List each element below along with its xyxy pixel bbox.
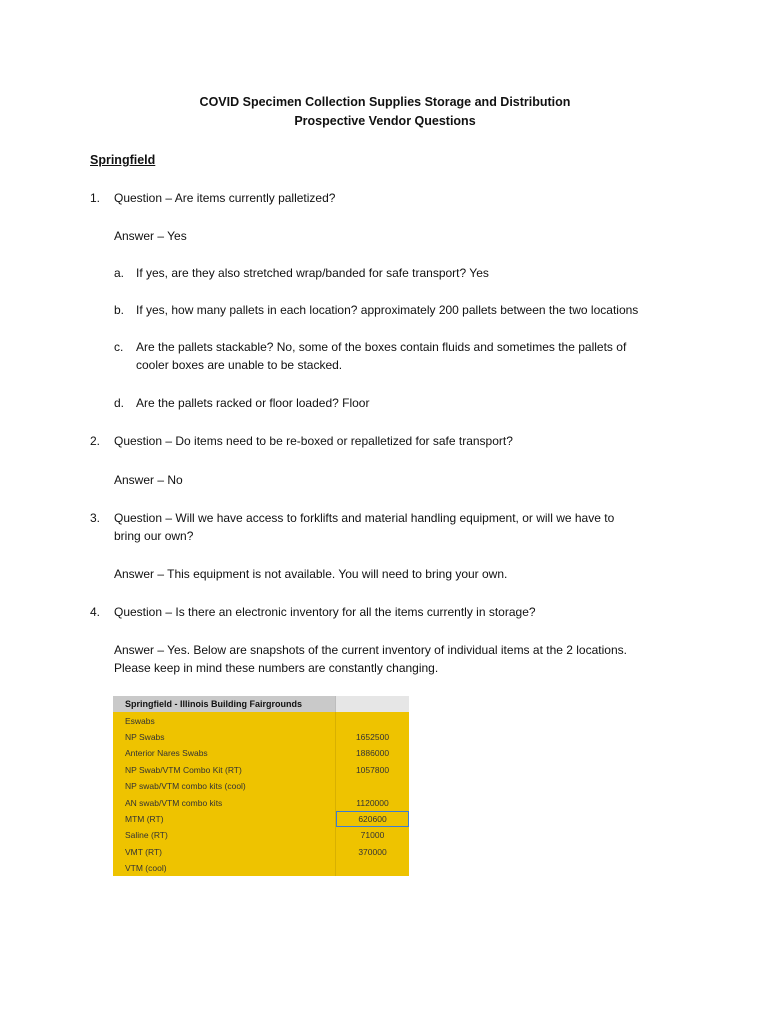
item-name: Saline (RT) bbox=[113, 827, 336, 843]
table-row bbox=[113, 745, 409, 761]
item-name: VMT (RT) bbox=[113, 844, 336, 860]
question-text: Question – Are items currently palletized? bbox=[114, 191, 336, 205]
table-row bbox=[113, 860, 409, 876]
table-row bbox=[113, 778, 409, 794]
table-row bbox=[113, 811, 409, 827]
table-row bbox=[113, 762, 409, 778]
answer-text: Answer – Yes. Below are snapshots of the current inventory of individual items at the 2 locations. bbox=[114, 643, 627, 657]
sub-text: Are the pallets stackable? No, some of the boxes contain fluids and sometimes the pallets of bbox=[136, 340, 627, 354]
item-name: MTM (RT) bbox=[113, 811, 336, 827]
item-qty-selected-cell: 620600 bbox=[336, 811, 410, 827]
table-header-row bbox=[113, 696, 409, 712]
question-text: Question – Will we have access to forklifts and material handling equipment, or will we have to bbox=[114, 511, 615, 525]
item-name: NP Swabs bbox=[113, 729, 336, 745]
table-row bbox=[113, 844, 409, 860]
item-qty: 370000 bbox=[336, 844, 410, 860]
sub-label: d. bbox=[114, 396, 125, 410]
document-subtitle: Prospective Vendor Questions bbox=[294, 114, 476, 128]
item-qty: 1057800 bbox=[336, 762, 410, 778]
sub-label: c. bbox=[114, 340, 124, 354]
table-row bbox=[113, 729, 409, 745]
item-qty bbox=[336, 860, 410, 876]
answer-text-continued: Please keep in mind these numbers are constantly changing. bbox=[114, 661, 439, 675]
table-header: Springfield - Illinois Building Fairgrounds bbox=[113, 696, 336, 712]
table-row bbox=[113, 827, 409, 843]
item-name: Anterior Nares Swabs bbox=[113, 745, 336, 761]
table-header-empty bbox=[336, 696, 410, 712]
item-qty bbox=[336, 778, 410, 794]
answer-text: Answer – This equipment is not available. You will need to bring your own. bbox=[114, 567, 508, 581]
section-heading: Springfield bbox=[90, 153, 156, 167]
question-text-continued: bring our own? bbox=[114, 529, 194, 543]
item-name: AN swab/VTM combo kits bbox=[113, 794, 336, 810]
table-row bbox=[113, 794, 409, 810]
inventory-table bbox=[113, 696, 409, 876]
item-qty: 1886000 bbox=[336, 745, 410, 761]
sub-text: If yes, how many pallets in each location? approximately 200 pallets between the two locations bbox=[136, 303, 639, 317]
table-row bbox=[113, 712, 409, 728]
question-text: Question – Do items need to be re-boxed or repalletized for safe transport? bbox=[114, 434, 513, 448]
sub-text: Are the pallets racked or floor loaded? Floor bbox=[136, 396, 370, 410]
question-text: Question – Is there an electronic inventory for all the items currently in storage? bbox=[114, 605, 536, 619]
item-qty: 1120000 bbox=[336, 794, 410, 810]
answer-text: Answer – Yes bbox=[114, 229, 187, 243]
sub-text-continued: cooler boxes are unable to be stacked. bbox=[136, 358, 343, 372]
sub-label: a. bbox=[114, 266, 125, 280]
sub-label: b. bbox=[114, 303, 125, 317]
item-name: Eswabs bbox=[113, 712, 336, 728]
question-number: 3. bbox=[90, 511, 101, 525]
question-number: 4. bbox=[90, 605, 101, 619]
answer-text: Answer – No bbox=[114, 473, 183, 487]
item-qty: 1652500 bbox=[336, 729, 410, 745]
question-number: 1. bbox=[90, 191, 101, 205]
sub-text: If yes, are they also stretched wrap/banded for safe transport? Yes bbox=[136, 266, 489, 280]
document-title: COVID Specimen Collection Supplies Storage and Distribution bbox=[199, 95, 571, 109]
item-name: NP swab/VTM combo kits (cool) bbox=[113, 778, 336, 794]
question-number: 2. bbox=[90, 434, 101, 448]
item-qty: 71000 bbox=[336, 827, 410, 843]
item-qty bbox=[336, 712, 410, 728]
item-name: NP Swab/VTM Combo Kit (RT) bbox=[113, 762, 336, 778]
item-name: VTM (cool) bbox=[113, 860, 336, 876]
